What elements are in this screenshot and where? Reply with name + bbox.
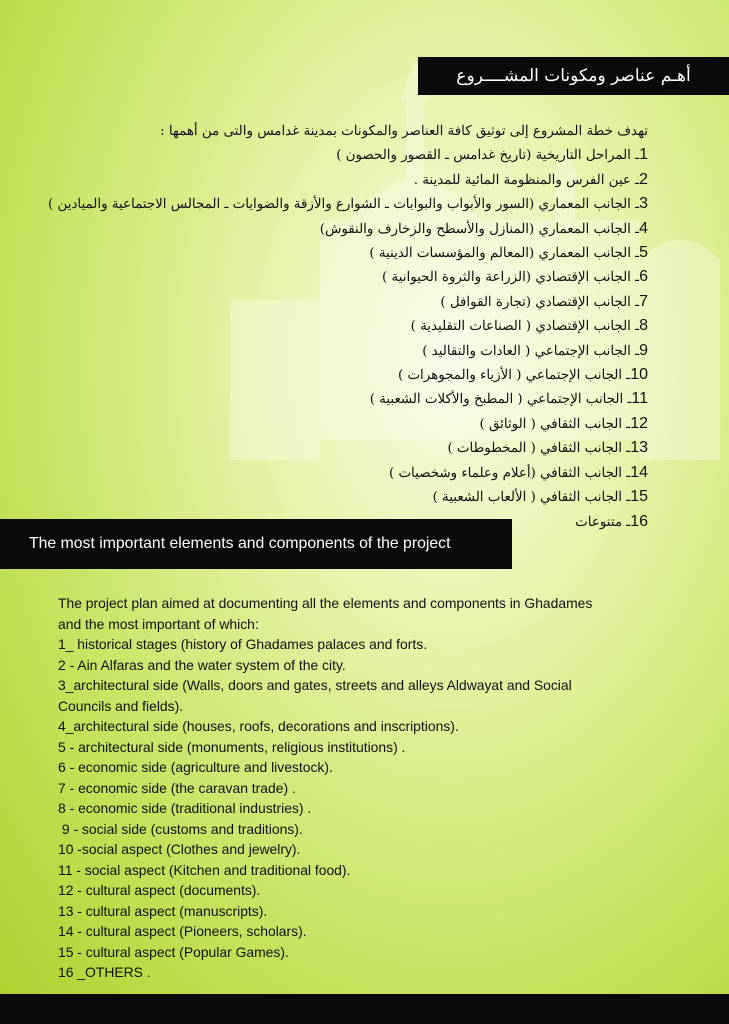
arabic-list-item: 11ـ الجانب الإجتماعي ( المطبخ والأكلات الشعبية )	[369, 390, 648, 408]
english-list-item: 1_ historical stages (history of Ghadames palaces and forts.	[58, 636, 428, 652]
arabic-list-item: 5ـ الجانب المعماري (المعالم والمؤسسات الدينية )	[369, 244, 648, 262]
arabic-list-item: 3ـ الجانب المعماري (السور والأبواب والبوابات ـ الشوارع والأزقة والضوايات ـ المجالس الاجتماعية والميادين )	[48, 195, 648, 213]
english-list-item: 11 - social aspect (Kitchen and traditional food).	[58, 861, 351, 878]
english-list-item: 12 - cultural aspect (documents).	[58, 882, 261, 898]
english-intro-line: The project plan aimed at documenting all the elements and components in Ghadames	[58, 595, 593, 611]
english-list-item: 4_architectural side (houses, roofs, decorations and inscriptions).	[58, 718, 459, 734]
bottom-bar	[0, 994, 729, 1024]
arabic-list-item: 7ـ الجانب الإقتصادي (تجارة القوافل )	[440, 292, 648, 310]
english-list-item: 3_architectural side (Walls, doors and gates, streets and alleys Aldwayat and Social	[58, 677, 572, 693]
arabic-list-item: 14ـ الجانب الثقافي (أعلام وعلماء وشخصيات )	[388, 463, 648, 481]
english-list-item: 10 -social aspect (Clothes and jewelry).	[58, 841, 301, 857]
arabic-list-item: 8ـ الجانب الإقتصادي ( الصناعات التقليدية )	[410, 317, 648, 335]
arabic-list-item: 16ـ متنوعات	[575, 512, 648, 530]
english-list-item: Councils and fields).	[58, 697, 184, 714]
english-intro-line: and the most important of which:	[58, 615, 259, 632]
english-list-item: 15 - cultural aspect (Popular Games).	[58, 943, 289, 960]
english-list-item: 5 - architectural side (monuments, religious institutions) .	[58, 738, 406, 755]
arabic-list-item: 9ـ الجانب الإجتماعي ( العادات والتقاليد )	[422, 341, 648, 359]
arabic-list-item: 6ـ الجانب الإقتصادي (الزراعة والثروة الحيوانية )	[382, 268, 648, 286]
english-list-item: 14 - cultural aspect (Pioneers, scholars).	[58, 923, 307, 939]
english-list-item: 8 - economic side (traditional industries) .	[58, 800, 312, 816]
english-list-item: 6 - economic side (agriculture and livestock).	[58, 759, 333, 775]
english-list-item: 2 - Ain Alfaras and the water system of the city.	[58, 656, 346, 673]
english-list-item: 7 - economic side (the caravan trade) .	[58, 779, 296, 796]
english-list-item: 16 _OTHERS .	[58, 964, 151, 980]
arabic-list-item: 15ـ الجانب الثقافي ( الألعاب الشعبية )	[432, 488, 648, 506]
english-list-item: 9 - social side (customs and traditions).	[58, 820, 303, 837]
arabic-content	[38, 120, 648, 534]
arabic-list-item: 12ـ الجانب الثقافي ( الوثائق )	[479, 414, 648, 432]
arabic-list-item: 2ـ عين الفرس والمنظومة المائية للمدينة .	[413, 170, 648, 188]
english-section-title: The most important elements and components of the project	[0, 519, 512, 569]
english-content	[58, 593, 698, 983]
arabic-section-title: أهـم عناصر ومكونات المشــــروع	[418, 57, 729, 95]
arabic-list-item: 1ـ المراحل التاريخية (تاريخ غدامس ـ القصور والحصون )	[336, 146, 648, 164]
arabic-list-item: 10ـ الجانب الإجتماعي ( الأزياء والمجوهرات )	[397, 366, 648, 384]
english-list-item: 13 - cultural aspect (manuscripts).	[58, 902, 268, 919]
arabic-intro: تهدف خطة المشروع إلى توثيق كافة العناصر والمكونات بمدينة غدامس والتى من أهمها :	[160, 124, 648, 139]
arabic-list-item: 4ـ الجانب المعماري (المنازل والأسطح والزخارف والنقوش)	[319, 219, 648, 237]
arabic-list-item: 13ـ الجانب الثقافي ( المخطوطات )	[447, 439, 648, 457]
